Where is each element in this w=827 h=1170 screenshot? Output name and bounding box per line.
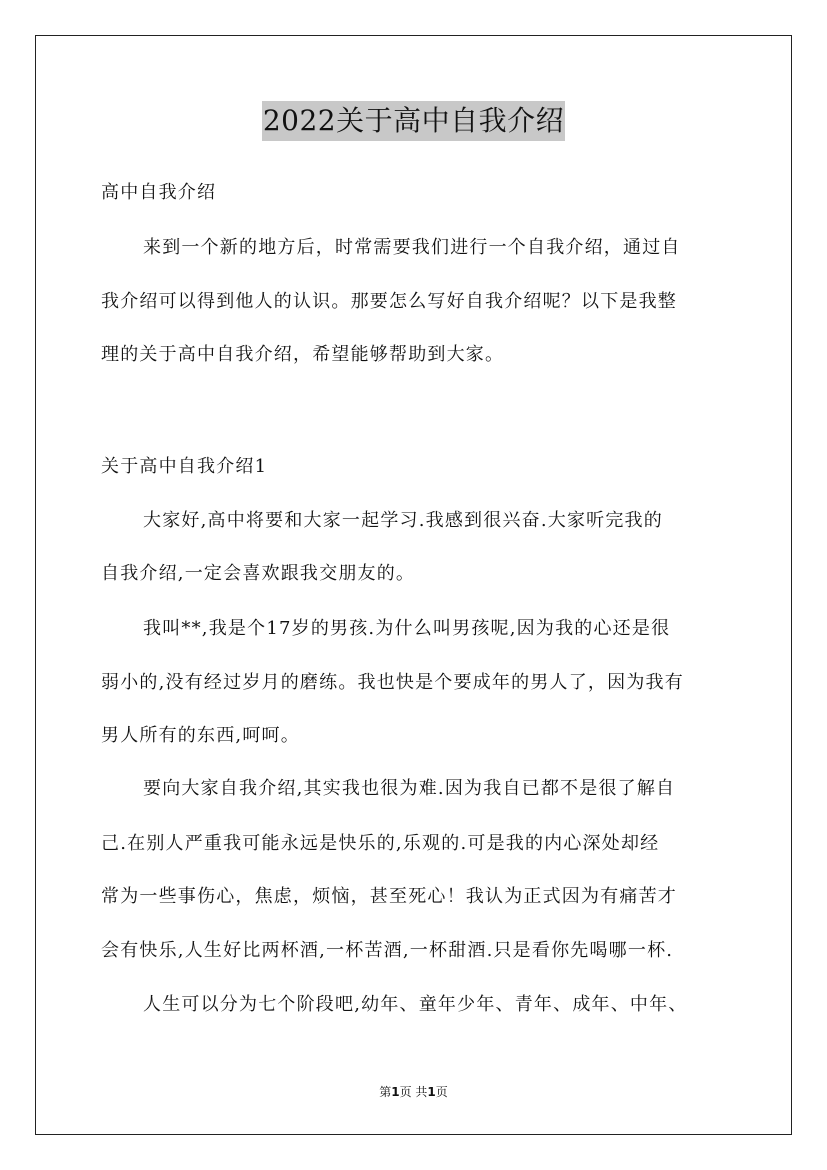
paragraph-line: 要向大家自我介绍,其实我也很为难.因为我自已都不是很了解自 (143, 778, 676, 799)
section-heading: 关于高中自我介绍1 (101, 456, 268, 477)
footer-page-number: 1 (391, 1085, 400, 1099)
paragraph-line: 来到一个新的地方后，时常需要我们进行一个自我介绍，通过自 (143, 237, 681, 258)
paragraph-line: 人生可以分为七个阶段吧,幼年、童年少年、青年、成年、中年、 (143, 994, 688, 1015)
paragraph-line: 自我介绍,一定会喜欢跟我交朋友的。 (101, 563, 416, 584)
paragraph-line: 大家好,高中将要和大家一起学习.我感到很兴奋.大家听完我的 (143, 510, 663, 531)
footer-prefix: 第 (379, 1085, 392, 1099)
paragraph-line: 我介绍可以得到他人的认识。那要怎么写好自我介绍呢？以下是我整 (101, 291, 677, 312)
footer-suffix: 页 (435, 1085, 448, 1099)
paragraph-line: 我叫**,我是个17岁的男孩.为什么叫男孩呢,因为我的心还是很 (143, 618, 671, 639)
paragraph-line: 男人所有的东西,呵呵。 (101, 725, 300, 746)
paragraph-line: 弱小的,没有经过岁月的磨练。我也快是个要成年的男人了，因为我有 (101, 672, 684, 693)
title-wrap (0, 101, 827, 141)
paragraph-line: 己.在别人严重我可能永远是快乐的,乐观的.可是我的内心深处却经 (101, 833, 660, 854)
footer-mid: 页 共 (399, 1085, 428, 1099)
paragraph-line: 会有快乐,人生好比两杯酒,一杯苦酒,一杯甜酒.只是看你先喝哪一杯. (101, 940, 674, 961)
paragraph-line: 理的关于高中自我介绍，希望能够帮助到大家。 (101, 344, 505, 365)
section-heading: 高中自我介绍 (101, 182, 217, 203)
paragraph-line: 常为一些事伤心，焦虑，烦恼，甚至死心！我认为正式因为有痛苦才 (101, 886, 677, 907)
footer-total-pages: 1 (427, 1085, 436, 1099)
page-footer (0, 1084, 827, 1100)
document-title: 2022关于高中自我介绍 (262, 101, 565, 141)
